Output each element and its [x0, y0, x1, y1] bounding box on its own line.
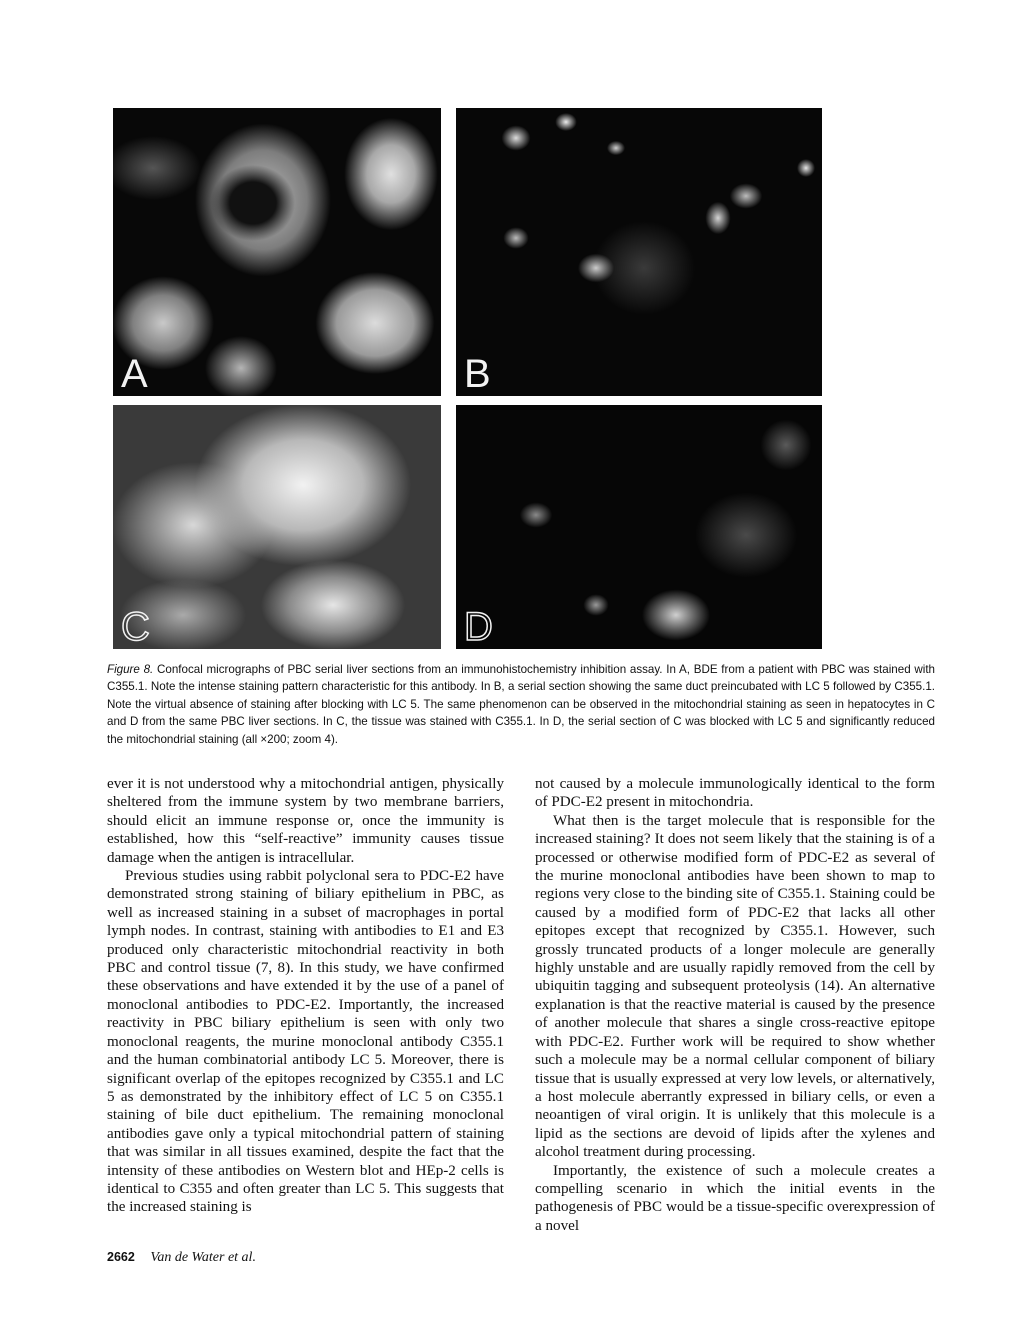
paragraph: What then is the target molecule that is responsible for the increased staining? It does not seem likely that the staining is of a processed or otherwise modified form of PDC-E2 as several of the murine monoclonal antibodies have been shown to map to regions very close to the binding site of C355.1. Staining could be caused by a modified form of PDC-E2 that lacks all other epitopes except that recognized by C355.1. However, such grossly truncated products of a longer molecule are generally highly unstable and are usually rapidly removed from the cell by ubiquitin tagging and subsequent proteolysis (14). An alternative explanation is that the reactive material is caused by the presence of another molecule that shares a single cross-reactive epitope with PDC-E2. Further work will be required to show whether such a molecule may be a normal cellular component of biliary tissue that is usually expressed at very low levels, or alternatively, a host molecule aberrantly expressed in biliary cells, or even a neoantigen of viral origin. It is unlikely that this molecule is a lipid as the sections are devoid of lipids after the xylenes and alcohol treatment during processing. — [535, 812, 935, 1161]
paragraph: not caused by a molecule immunologically identical to the form of PDC-E2 present in mitochondria. — [535, 776, 935, 811]
micrograph-image-c — [113, 405, 441, 649]
micrograph-panel-a — [113, 108, 441, 396]
micrograph-image-d — [456, 405, 822, 649]
panel-label-c: C — [121, 605, 150, 649]
body-column-right — [535, 775, 935, 1235]
micrograph-image-b — [456, 108, 822, 396]
page-footer — [107, 1250, 256, 1266]
page-number: 2662 — [107, 1250, 135, 1264]
figure-caption-text: Confocal micrographs of PBC serial liver sections from an immunohistochemistry inhibition assay. In A, BDE from a patient with PBC was stained with C355.1. Note the intense staining pattern characteristic for this antibody. In B, a serial section showing the same duct preincubated with LC 5 followed by C355.1. Note the virtual absence of staining after blocking with LC 5. The same phenomenon can be observed in the mitochondrial staining as seen in hepatocytes in C and D from the same PBC liver sections. In C, the tissue was stained with C355.1. In D, the serial section of C was blocked with LC 5 and significantly reduced the mitochondrial staining (all ×200; zoom 4). — [107, 663, 935, 746]
running-authors: Van de Water et al. — [150, 1250, 256, 1265]
paragraph: Previous studies using rabbit polyclonal sera to PDC-E2 have demonstrated strong staining of biliary epithelium in PBC, as well as increased staining in a subset of macrophages in portal lymph nodes. In contrast, staining with antibodies to E1 and E3 produced only characteristic mitochondrial reactivity in both PBC and control tissue (7, 8). In this study, we have confirmed these observations and have extended it by the use of a panel of monoclonal antibodies to PDC-E2. Importantly, the increased reactivity in PBC biliary epithelium is seen with only two monoclonal reagents, the murine monoclonal antibody C355.1 and the human combinatorial antibody LC 5. Moreover, there is significant overlap of the epitopes recognized by C355.1 and LC 5 as demonstrated by the inhibitory effect of LC 5 on C355.1 staining of bile duct epithelium. The remaining monoclonal antibodies gave only a typical mitochondrial pattern of staining that was similar in all tissues examined, despite the fact that the intensity of these antibodies on Western blot and HEp-2 cells is identical to C355 and often greater than LC 5. This suggests that the increased staining is — [107, 868, 504, 1216]
panel-label-a: A — [121, 352, 148, 396]
micrograph-panel-d — [456, 405, 822, 649]
body-column-left — [107, 775, 504, 1217]
paragraph: ever it is not understood why a mitochondrial antigen, physically sheltered from the immune system by two membrane barriers, should elicit an immune response or, once the immunity is established, how this “self-reactive” immunity causes tissue damage when the antigen is intracellular. — [107, 776, 504, 866]
figure-caption-label: Figure 8. — [107, 663, 154, 676]
figure-caption — [107, 661, 935, 748]
micrograph-panel-c — [113, 405, 441, 649]
panel-label-b: B — [464, 352, 491, 396]
panel-label-d: D — [464, 605, 493, 649]
micrograph-panel-b — [456, 108, 822, 396]
paragraph: Importantly, the existence of such a molecule creates a compelling scenario in which the initial events in the pathogenesis of PBC would be a tissue-specific overexpression of a novel — [535, 1162, 935, 1234]
micrograph-image-a — [113, 108, 441, 396]
